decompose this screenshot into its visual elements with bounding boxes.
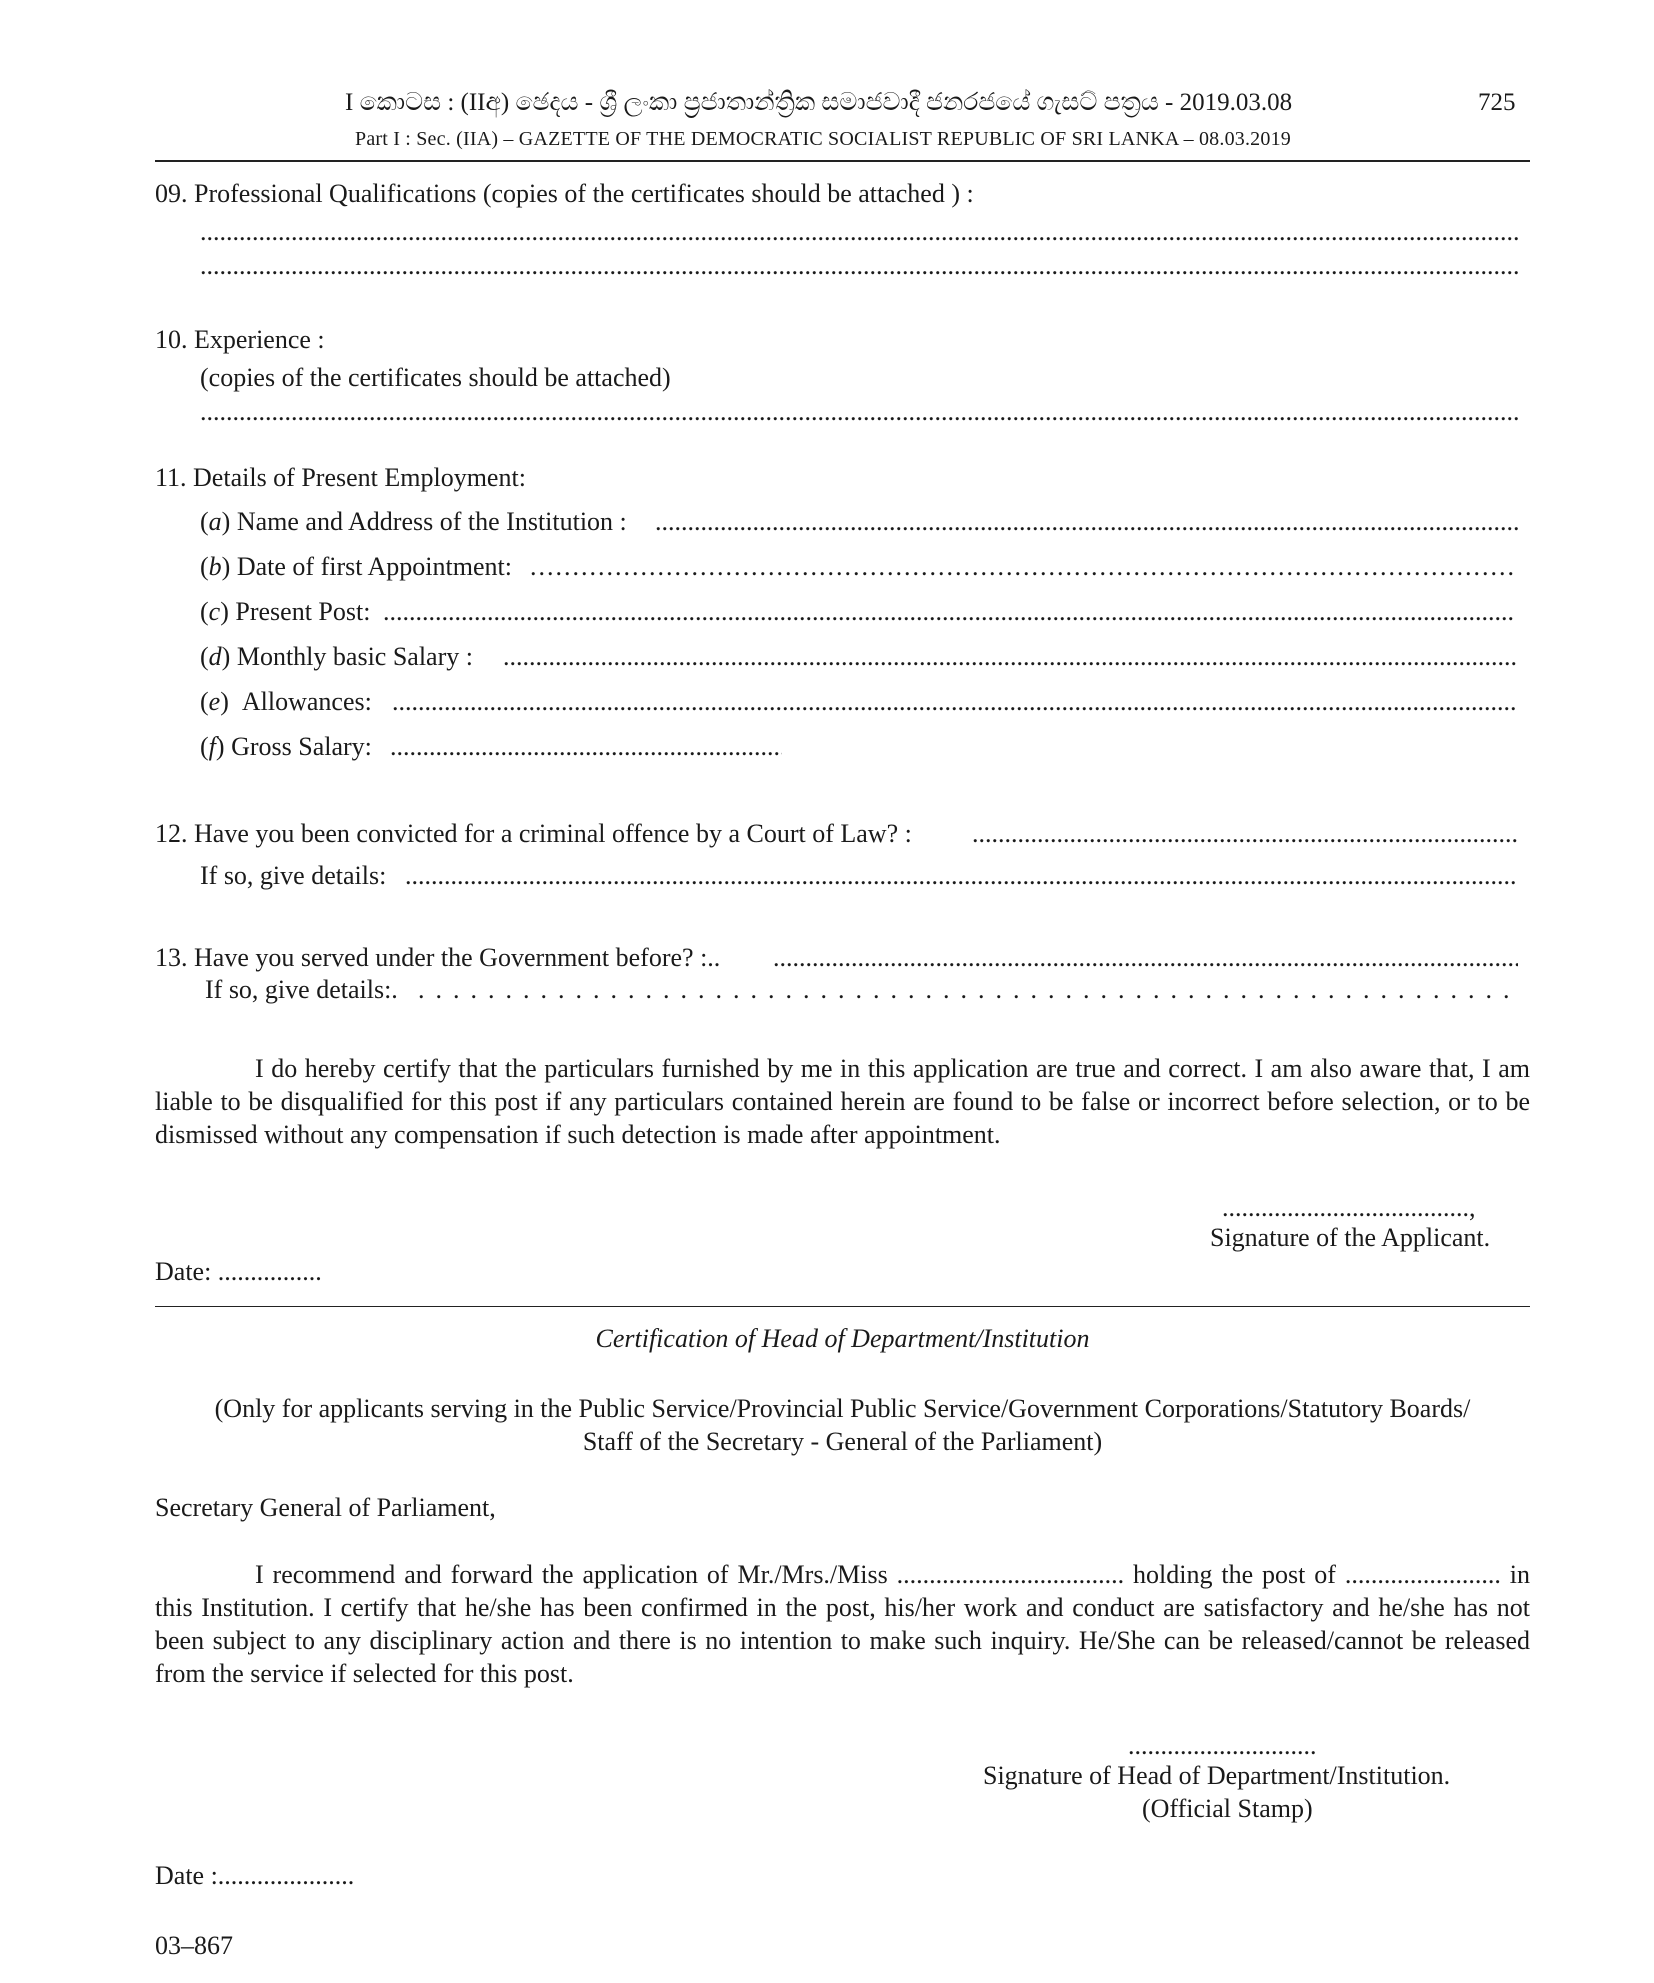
item-09-label: 09. Professional Qualifications (copies of the certificates should be attached ) : xyxy=(155,179,974,208)
section-divider xyxy=(155,1306,1530,1307)
item-11f-fill xyxy=(390,731,782,763)
item-11b-letter: b xyxy=(208,552,222,581)
item-11b-fill xyxy=(530,551,1514,583)
item-13-details-fill xyxy=(418,974,1508,1006)
item-10-fill-line xyxy=(200,396,1518,428)
certification-salutation: Secretary General of Parliament, xyxy=(155,1493,496,1522)
item-11a-text: Name and Address of the Institution : xyxy=(236,507,627,536)
gazette-header-sinhala: I කොටස : (IIඅ) ඡෙදය - ශ්‍රී ලංකා ප්‍රජාතාන්ත්‍රික සමාජවාදී ජනරජයේ ගැසට් පත්‍රය - 2019.03.08 xyxy=(345,89,1293,116)
item-09-fill-line-1 xyxy=(200,216,1518,248)
official-stamp-label: (Official Stamp) xyxy=(1142,1794,1313,1823)
item-13-label: 13. Have you served under the Government before? :.. xyxy=(155,943,721,972)
applicant-date: Date: ................ xyxy=(155,1257,322,1286)
header-rule xyxy=(155,160,1530,162)
applicant-signature-dots: ......................................, xyxy=(1222,1193,1476,1222)
item-13-details: If so, give details:. xyxy=(205,975,398,1004)
item-11a: (a) Name and Address of the Institution : xyxy=(200,507,627,536)
item-11-label: 11. Details of Present Employment: xyxy=(155,463,526,492)
item-12-details: If so, give details: xyxy=(200,861,387,890)
declaration-text: I do hereby certify that the particulars furnished by me in this application are true and correct. I am also aware that, I am liable to be disqualified for this post if any particulars contained herein are found to be false or incorrect before selection, or to be dismissed without any compensation if such detection is made after appointment. xyxy=(155,1054,1530,1149)
certification-scope-line-1: (Only for applicants serving in the Public Service/Provincial Public Service/Government Corporations/Statutory Boards/ xyxy=(214,1394,1471,1423)
head-signature-dots: ............................. xyxy=(1128,1731,1317,1760)
item-09-fill-line-2 xyxy=(200,250,1518,282)
item-11a-letter: a xyxy=(208,507,222,536)
item-12-label: 12. Have you been convicted for a criminal offence by a Court of Law? : xyxy=(155,819,912,848)
item-11e: (e) Allowances: xyxy=(200,687,372,716)
item-11f: (f) Gross Salary: xyxy=(200,732,372,761)
item-11e-text: Allowances: xyxy=(241,687,372,716)
declaration-paragraph xyxy=(155,1052,1530,1151)
item-11a-fill xyxy=(655,506,1518,538)
item-11d-letter: d xyxy=(208,642,222,671)
item-12-fill xyxy=(972,818,1518,850)
item-11c-fill xyxy=(383,596,1515,628)
item-11d-fill xyxy=(503,641,1518,673)
item-11c-text: Present Post: xyxy=(235,597,371,626)
certification-title: Certification of Head of Department/Institution xyxy=(595,1324,1090,1353)
applicant-signature-label: Signature of the Applicant. xyxy=(1210,1223,1491,1252)
item-11f-text: Gross Salary: xyxy=(231,732,372,761)
item-10-note: (copies of the certificates should be attached) xyxy=(200,363,671,392)
item-11c-letter: c xyxy=(208,597,221,626)
item-11f-letter: f xyxy=(208,732,216,761)
page-number: 725 xyxy=(1478,89,1516,116)
item-11d: (d) Monthly basic Salary : xyxy=(200,642,473,671)
item-11b: (b) Date of first Appointment: xyxy=(200,552,512,581)
certification-body xyxy=(155,1558,1530,1690)
certification-body-text: I recommend and forward the application of Mr./Mrs./Miss ................................... holding the post of ........................ in this Institution. I certify that he/she has been confirmed in the post, his/her work and conduct are satisfactory and he/she has not been subject to any disciplinary action and there is no intention to make such inquiry. He/She can be released/cannot be released from the service if selected for this post. xyxy=(155,1560,1530,1688)
footer-code: 03–867 xyxy=(155,1931,233,1960)
certification-scope-line-2: Staff of the Secretary - General of the Parliament) xyxy=(582,1427,1103,1456)
item-13-fill xyxy=(773,942,1518,974)
item-11c: (c) Present Post: xyxy=(200,597,371,626)
item-11e-fill xyxy=(392,686,1518,718)
item-10-label: 10. Experience : xyxy=(155,325,325,354)
item-11d-text: Monthly basic Salary : xyxy=(236,642,473,671)
gazette-header-english: Part I : Sec. (IIA) – GAZETTE OF THE DEMOCRATIC SOCIALIST REPUBLIC OF SRI LANKA – 08.03.2019 xyxy=(355,128,1291,150)
item-11b-text: Date of first Appointment: xyxy=(236,552,512,581)
head-date: Date :..................... xyxy=(155,1861,355,1890)
item-11e-letter: e xyxy=(208,687,221,716)
item-12-details-fill xyxy=(405,860,1518,892)
head-signature-label: Signature of Head of Department/Institution. xyxy=(983,1761,1451,1790)
